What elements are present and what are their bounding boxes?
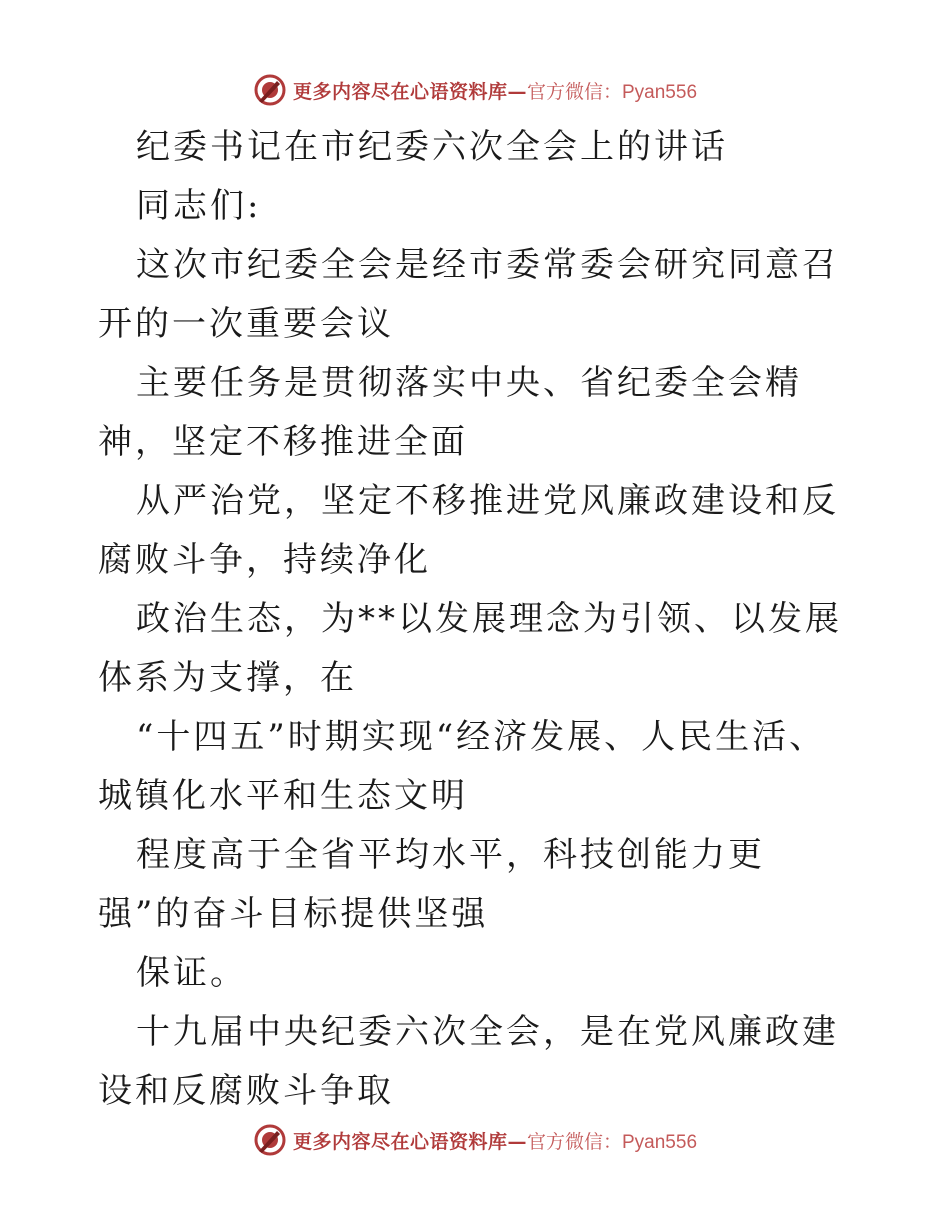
header-banner <box>0 70 950 110</box>
paragraph: 同志们: <box>136 186 262 226</box>
banner-text: 更多内容尽在心语资料库— <box>292 80 527 103</box>
paragraph: “十四五”时期实现“经济发展、人民生活、城镇化水平和生态文明 <box>98 717 827 816</box>
paragraph: 保证。 <box>136 953 247 993</box>
paragraph: 这次市纪委全会是经市委常委会研究同意召开的一次重要会议 <box>98 245 839 344</box>
banner-wechat-text: 官方微信：Pyan556 <box>527 1131 698 1153</box>
paragraph: 主要任务是贯彻落实中央、省纪委全会精神，坚定不移推进全面 <box>98 363 802 462</box>
footer-banner <box>0 1120 950 1160</box>
paragraph: 政治生态，为**以发展理念为引领、以发展体系为支撑，在 <box>98 599 842 698</box>
banner-wechat-text: 官方微信：Pyan556 <box>527 81 698 103</box>
pen-logo-icon <box>253 1123 287 1157</box>
pen-logo-icon <box>253 73 287 107</box>
document-body <box>98 118 858 1121</box>
document-title: 纪委书记在市纪委六次全会上的讲话 <box>136 127 728 167</box>
banner-text: 更多内容尽在心语资料库— <box>292 1130 527 1153</box>
paragraph: 十九届中央纪委六次全会，是在党风廉政建设和反腐败斗争取 <box>98 1012 839 1111</box>
paragraph: 程度高于全省平均水平，科技创能力更强”的奋斗目标提供坚强 <box>98 835 765 934</box>
paragraph: 从严治党，坚定不移推进党风廉政建设和反腐败斗争，持续净化 <box>98 481 839 580</box>
